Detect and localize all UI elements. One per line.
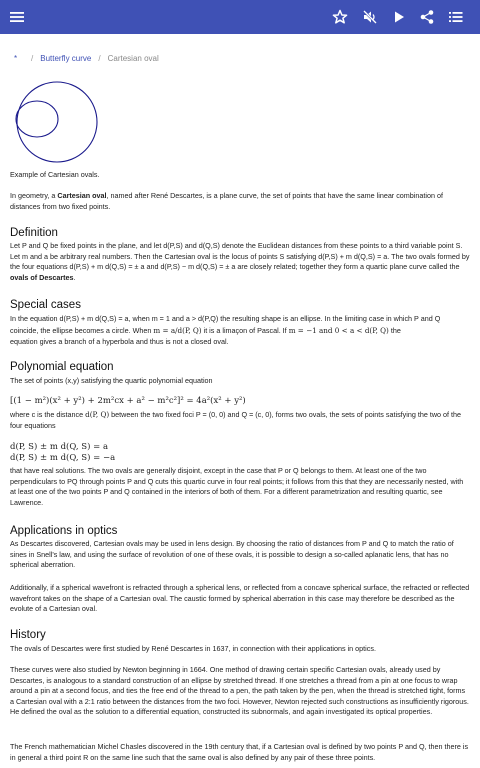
quartic-equation: [(1 − m²)(x² + y²) + 2m²cx + a² − m²c²]² = 4a²(x² + y²): [10, 396, 246, 406]
star-icon[interactable]: [331, 8, 349, 26]
definition-paragraph: Let P and Q be fixed points in the plane, and let d(P,S) and d(Q,S) denote the Euclidean distances from these points to a third variable point S. Let m and a be arbitrary real numbers. Then the Cartesian oval is the locus of points S satisfying d(P,S) + m d(Q,S) = a. The two ovals formed by the four equations d(P,S) + m d(Q,S) = ± a and d(P,S) − m d(Q,S) = ± a are closely related; together they form a quartic plane curve called the ovals of Descartes.: [10, 241, 470, 282]
optics-paragraph-1: As Descartes discovered, Cartesian ovals may be used in lens design. By choosing the ratio of distances from P and Q to match the ratio of sines in Snell's law, and using the surface of revolution of one of these ovals, it is possible to design a so-called aplanatic lens, that has no spherical aberration.: [10, 539, 454, 570]
history-paragraph-2: These curves were also studied by Newton beginning in 1664. One method of drawing certain specific Cartesian ovals, already used by Descartes, is analogous to a standard construction of an ellipse by stretched thread. If one stretches a thread from a pin at one focus to wrap around a pin at a second focus, and ties the free end of the thread to a pen, the path taken by the pen, when the thread is stretched tight, forms a Cartesian oval with a 2:1 ratio between the distances from the two foci. However, Newton rejected such constructions as insufficiently rigorous. He defined the oval as the solution to a differential equation, constructed its subnormals, and again investigated its optical properties.: [10, 665, 469, 717]
optics-paragraph-2: Additionally, if a spherical wavefront is refracted through a spherical lens, or reflected from a concave spherical surface, the refracted or reflected wavefront takes on the shape of a Cartesian oval. The caustic formed by spherical aberration in this case may therefore be described as the evolute of a Cartesian oval.: [10, 583, 470, 614]
section-heading-history: History: [10, 629, 46, 641]
play-icon[interactable]: [390, 8, 408, 26]
four-equations: d(P, S) ± m d(Q, S) = a d(P, S) ± m d(Q, S) = −a: [10, 442, 116, 463]
breadcrumb-home[interactable]: *: [14, 54, 18, 63]
definition-section: [10, 226, 470, 240]
menu-icon[interactable]: [8, 8, 26, 26]
section-heading-special-cases: Special cases: [10, 299, 81, 311]
figure-caption: Example of Cartesian ovals.: [10, 170, 100, 179]
section-heading-polynomial-equation: Polynomial equation: [10, 361, 114, 373]
optics-section: [10, 524, 470, 538]
polynomial-paragraph-3: that have real solutions. The two ovals are generally disjoint, except in the case that P or Q belongs to them. At least one of the two perpendiculars to PQ through points P and Q cuts this quartic curve in four real points; it follows from this that they are necessarily nested, with at least one of the two points P and Q contained in the interiors of both of them. For a different parametrization and resulting quartic, see Lawrence.: [10, 466, 464, 507]
share-icon[interactable]: [418, 8, 436, 26]
intro-paragraph: In geometry, a Cartesian oval, named after René Descartes, is a plane curve, the set of points that have the same linear combination of distances from two fixed points.: [10, 191, 443, 211]
polynomial-paragraph-2: where c is the distance d(P, Q) between the two fixed foci P = (0, 0) and Q = (c, 0), forms two ovals, the sets of points satisfying the two of the four equations: [10, 410, 462, 430]
section-heading-applications-in-optics: Applications in optics: [10, 525, 118, 537]
breadcrumb-separator: /: [98, 54, 101, 63]
polynomial-intro: The set of points (x,y) satisfying the quartic polynomial equation: [10, 376, 213, 385]
breadcrumb-parent-link[interactable]: Butterfly curve: [40, 54, 92, 63]
history-paragraph-1: The ovals of Descartes were first studied by René Descartes in 1637, in connection with their applications in optics.: [10, 644, 376, 653]
breadcrumb-separator: /: [31, 54, 34, 63]
section-heading-definition: Definition: [10, 227, 58, 239]
cartesian-oval-figure[interactable]: [8, 78, 108, 172]
list-icon[interactable]: [447, 8, 465, 26]
special-cases-paragraph: In the equation d(P,S) + m d(Q,S) = a, when m = 1 and a > d(P,Q) the resulting shape is an ellipse. In the limiting case in which P and Q coincide, the ellipse becomes a circle. When m = a/d(P, Q) it is a limaçon of Pascal. If m = −1 and 0 < a < d(P, Q) the equation gives a branch of a hyperbola and thus is not a closed oval.: [10, 314, 441, 347]
polynomial-section: [10, 360, 470, 374]
history-paragraph-3: The French mathematician Michel Chasles discovered in the 19th century that, if a Cartesian oval is defined by two points P and Q, then there is in general a third point R on the same line such that the same oval is also defined by any pair of these three points.: [10, 742, 469, 762]
special-cases-section: [10, 298, 470, 312]
history-section: [10, 628, 470, 642]
breadcrumb: [14, 54, 159, 64]
volume-off-icon[interactable]: [361, 8, 379, 26]
breadcrumb-current: Cartesian oval: [107, 54, 159, 63]
intro-term: Cartesian oval: [57, 191, 107, 200]
app-bar: [0, 0, 480, 34]
